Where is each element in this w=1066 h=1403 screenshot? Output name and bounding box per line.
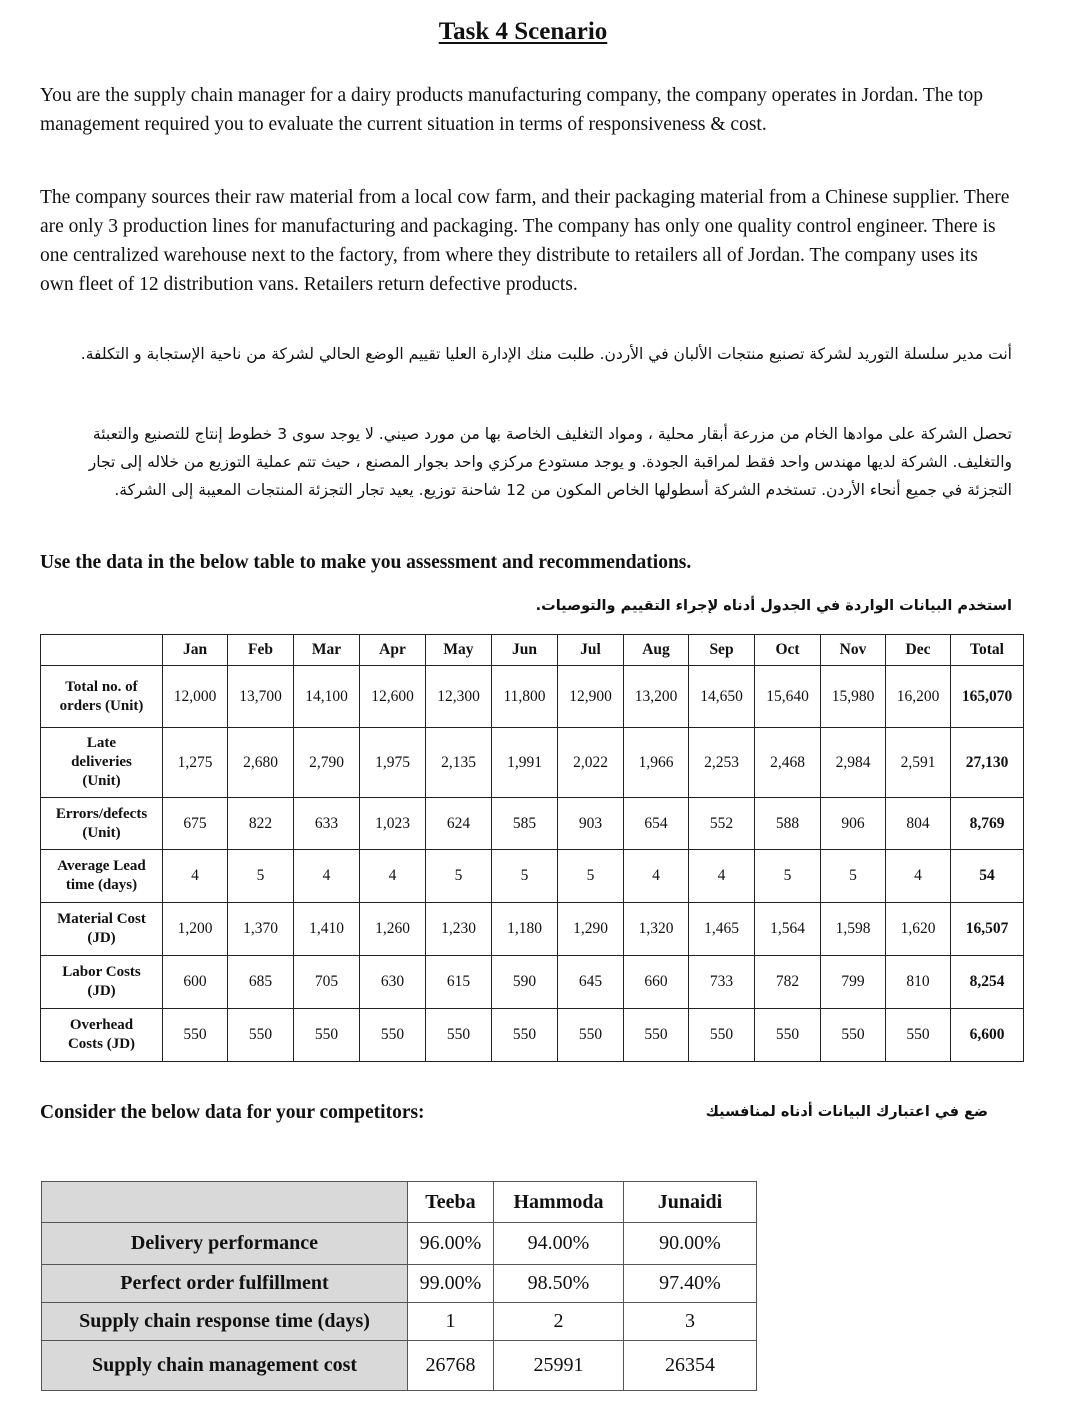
scenario-paragraph-2: The company sources their raw material from a local cow farm, and their packaging material from a Chinese supplier. There are only 3 production lines for manufacturing and packaging. The company has only one quality control engineer. There is one centralized warehouse next to the factory, from where they distribute to retailers all of Jordan. The company uses its own fleet of 12 distribution vans. Retailers return defective products. <box>40 187 1010 295</box>
table-cell: 1,991 <box>492 728 558 798</box>
table-cell: 1,275 <box>163 728 228 798</box>
table-cell: 13,200 <box>624 666 689 728</box>
table-cell: 906 <box>821 798 886 850</box>
table-cell: 550 <box>294 1009 360 1062</box>
competitor-value: 26354 <box>624 1341 757 1391</box>
table-cell: 588 <box>755 798 821 850</box>
table-cell: 1,200 <box>163 903 228 956</box>
table-cell: 5 <box>755 850 821 903</box>
table-cell: 552 <box>689 798 755 850</box>
table-cell: 15,640 <box>755 666 821 728</box>
row-label-line: Overhead <box>69 1017 134 1033</box>
table-cell: 550 <box>492 1009 558 1062</box>
table-cell: 2,591 <box>886 728 951 798</box>
row-label-line: (Unit) <box>82 824 121 841</box>
table-cell: 822 <box>228 798 294 850</box>
table-cell: 5 <box>558 850 624 903</box>
column-header: Jul <box>558 635 624 666</box>
table-intro: Use the data in the below table to make you assessment and recommendations. <box>40 552 692 573</box>
table-cell: 2,468 <box>755 728 821 798</box>
metric-label: Supply chain management cost <box>42 1341 408 1391</box>
table-cell: 1,023 <box>360 798 426 850</box>
row-label-line: Costs (JD) <box>67 1036 136 1052</box>
table-cell: 1,598 <box>821 903 886 956</box>
metric-label: Supply chain response time (days) <box>42 1303 408 1341</box>
table-cell: 4 <box>886 850 951 903</box>
table-corner-cell <box>41 635 163 666</box>
total-cell: 6,600 <box>951 1009 1024 1062</box>
row-label-line: Average Lead <box>57 858 146 874</box>
table-cell: 1,320 <box>624 903 689 956</box>
table-cell: 2,984 <box>821 728 886 798</box>
table-cell: 660 <box>624 956 689 1009</box>
table-cell: 1,290 <box>558 903 624 956</box>
competitor-row <box>42 1303 757 1341</box>
column-header: Oct <box>755 635 821 666</box>
table-cell: 5 <box>821 850 886 903</box>
row-label-line: (JD) <box>87 983 116 999</box>
competitor-header: Junaidi <box>624 1182 757 1223</box>
competitor-row <box>42 1265 757 1303</box>
table-cell: 550 <box>886 1009 951 1062</box>
table-cell: 550 <box>689 1009 755 1062</box>
table-cell: 615 <box>426 956 492 1009</box>
table-cell: 1,966 <box>624 728 689 798</box>
arabic-paragraph-1: أنت مدير سلسلة التوريد لشركة تصنيع منتجات الألبان في الأردن. طلبت منك الإدارة العليا تقييم الوضع الحالي لشركة من ناحية الإستجابة و التكلفة. <box>80 345 1012 363</box>
table-cell: 15,980 <box>821 666 886 728</box>
table-cell: 1,230 <box>426 903 492 956</box>
table-cell: 16,200 <box>886 666 951 728</box>
row-label-line: deliveries <box>71 754 132 770</box>
column-header: Mar <box>294 635 360 666</box>
table-cell: 630 <box>360 956 426 1009</box>
competitor-value: 1 <box>408 1303 494 1341</box>
competitors-table <box>41 1181 757 1391</box>
table-cell: 12,600 <box>360 666 426 728</box>
table-cell: 550 <box>821 1009 886 1062</box>
row-label-line: Errors/defects <box>55 805 148 822</box>
table-cell: 782 <box>755 956 821 1009</box>
competitor-row <box>42 1223 757 1265</box>
table-cell: 4 <box>360 850 426 903</box>
total-cell: 8,254 <box>951 956 1024 1009</box>
row-label-line: Material Cost <box>57 911 146 927</box>
competitor-value: 3 <box>624 1303 757 1341</box>
competitors-intro: Consider the below data for your competitors: <box>40 1102 425 1123</box>
table-cell: 1,180 <box>492 903 558 956</box>
competitor-value: 90.00% <box>624 1223 757 1265</box>
table-cell: 4 <box>624 850 689 903</box>
metric-label: Delivery performance <box>42 1223 408 1265</box>
table-cell: 550 <box>426 1009 492 1062</box>
table-intro-arabic: استخدم البيانات الواردة في الجدول أدناه لإجراء التقييم والتوصيات. <box>535 598 1012 614</box>
row-label <box>41 956 163 1009</box>
competitor-value: 2 <box>494 1303 624 1341</box>
row-label <box>41 728 163 798</box>
table-cell: 550 <box>228 1009 294 1062</box>
table-cell: 550 <box>755 1009 821 1062</box>
column-header: Dec <box>886 635 951 666</box>
table-cell: 1,260 <box>360 903 426 956</box>
table-cell: 733 <box>689 956 755 1009</box>
row-label-line: (Unit) <box>82 773 121 789</box>
row-label <box>41 798 163 850</box>
table-cell: 1,465 <box>689 903 755 956</box>
table-cell: 600 <box>163 956 228 1009</box>
table-cell: 705 <box>294 956 360 1009</box>
column-header: Nov <box>821 635 886 666</box>
column-header: Jan <box>163 635 228 666</box>
table-cell: 4 <box>294 850 360 903</box>
monthly-data-table <box>40 634 1024 1062</box>
table-cell: 804 <box>886 798 951 850</box>
competitor-value: 96.00% <box>408 1223 494 1265</box>
table-cell: 685 <box>228 956 294 1009</box>
table-cell: 645 <box>558 956 624 1009</box>
table-cell: 5 <box>492 850 558 903</box>
metric-label: Perfect order fulfillment <box>42 1265 408 1303</box>
competitor-value: 99.00% <box>408 1265 494 1303</box>
arabic-paragraph-2: تحصل الشركة على موادها الخام من مزرعة أبقار محلية ، ومواد التغليف الخاصة بها من مورد صيني. لا يوجد سوى 3 خطوط إنتاج للتصنيع والتعبئة والتغليف. الشركة لديها مهندس واحد فقط لمراقبة الجودة. و يوجد مستودع مركزي واحد بجوار المصنع ، حيث تتم عملية التوزيع من خلاله إلى تجار التجزئة في جميع أنحاء الأردن. تستخدم الشركة أسطولها الخاص المكون من 12 شاحنة توزيع. يعيد تجار التجزئة المنتجات المعيبة إلى الشركة. <box>88 425 1012 499</box>
table-row <box>41 666 1024 728</box>
row-label-line: time (days) <box>65 877 138 893</box>
column-header: Apr <box>360 635 426 666</box>
table-cell: 1,620 <box>886 903 951 956</box>
column-header: Sep <box>689 635 755 666</box>
table-cell: 810 <box>886 956 951 1009</box>
competitor-header: Teeba <box>408 1182 494 1223</box>
competitor-value: 26768 <box>408 1341 494 1391</box>
table-cell: 1,564 <box>755 903 821 956</box>
table-cell: 585 <box>492 798 558 850</box>
total-cell: 165,070 <box>951 666 1024 728</box>
total-cell: 54 <box>951 850 1024 903</box>
table-cell: 14,650 <box>689 666 755 728</box>
table-cell: 12,000 <box>163 666 228 728</box>
table-cell: 550 <box>360 1009 426 1062</box>
competitors-corner-cell <box>42 1182 408 1223</box>
row-label-line: (JD) <box>87 930 116 946</box>
table-cell: 903 <box>558 798 624 850</box>
competitor-header: Hammoda <box>494 1182 624 1223</box>
column-header: May <box>426 635 492 666</box>
table-row <box>41 903 1024 956</box>
table-cell: 550 <box>163 1009 228 1062</box>
table-cell: 12,300 <box>426 666 492 728</box>
page-title: Task 4 Scenario <box>438 18 608 45</box>
table-cell: 654 <box>624 798 689 850</box>
table-cell: 13,700 <box>228 666 294 728</box>
table-cell: 1,370 <box>228 903 294 956</box>
row-label-line: Total no. of <box>65 678 138 695</box>
table-cell: 5 <box>228 850 294 903</box>
table-cell: 590 <box>492 956 558 1009</box>
table-cell: 12,900 <box>558 666 624 728</box>
table-row <box>41 728 1024 798</box>
table-cell: 799 <box>821 956 886 1009</box>
column-header: Aug <box>624 635 689 666</box>
table-row <box>41 798 1024 850</box>
table-cell: 5 <box>426 850 492 903</box>
competitor-value: 98.50% <box>494 1265 624 1303</box>
table-cell: 2,253 <box>689 728 755 798</box>
table-cell: 4 <box>163 850 228 903</box>
competitor-value: 97.40% <box>624 1265 757 1303</box>
column-header: Jun <box>492 635 558 666</box>
table-row <box>41 850 1024 903</box>
competitors-header-row <box>42 1182 757 1223</box>
table-cell: 14,100 <box>294 666 360 728</box>
row-label <box>41 1009 163 1062</box>
column-header: Feb <box>228 635 294 666</box>
total-cell: 8,769 <box>951 798 1024 850</box>
table-cell: 1,975 <box>360 728 426 798</box>
total-cell: 27,130 <box>951 728 1024 798</box>
table-cell: 550 <box>624 1009 689 1062</box>
table-cell: 633 <box>294 798 360 850</box>
competitor-row <box>42 1341 757 1391</box>
table-cell: 2,790 <box>294 728 360 798</box>
table-cell: 2,135 <box>426 728 492 798</box>
row-label-line: orders (Unit) <box>59 697 144 714</box>
row-label-line: Labor Costs <box>62 964 141 980</box>
table-cell: 2,022 <box>558 728 624 798</box>
column-header: Total <box>951 635 1024 666</box>
competitors-intro-arabic: ضع في اعتبارك البيانات أدناه لمنافسيك <box>705 1104 988 1120</box>
table-cell: 4 <box>689 850 755 903</box>
row-label <box>41 850 163 903</box>
row-label <box>41 903 163 956</box>
table-cell: 2,680 <box>228 728 294 798</box>
row-label-line: Late <box>86 735 117 751</box>
scenario-paragraph-1: You are the supply chain manager for a dairy products manufacturing company, the company operates in Jordan. The top management required you to evaluate the current situation in terms of responsiveness & cost. <box>40 85 983 135</box>
table-cell: 675 <box>163 798 228 850</box>
total-cell: 16,507 <box>951 903 1024 956</box>
table-cell: 11,800 <box>492 666 558 728</box>
table-row <box>41 956 1024 1009</box>
table-row <box>41 1009 1024 1062</box>
competitor-value: 25991 <box>494 1341 624 1391</box>
table-header-row <box>41 635 1024 666</box>
table-cell: 550 <box>558 1009 624 1062</box>
table-cell: 624 <box>426 798 492 850</box>
row-label <box>41 666 163 728</box>
competitor-value: 94.00% <box>494 1223 624 1265</box>
table-cell: 1,410 <box>294 903 360 956</box>
